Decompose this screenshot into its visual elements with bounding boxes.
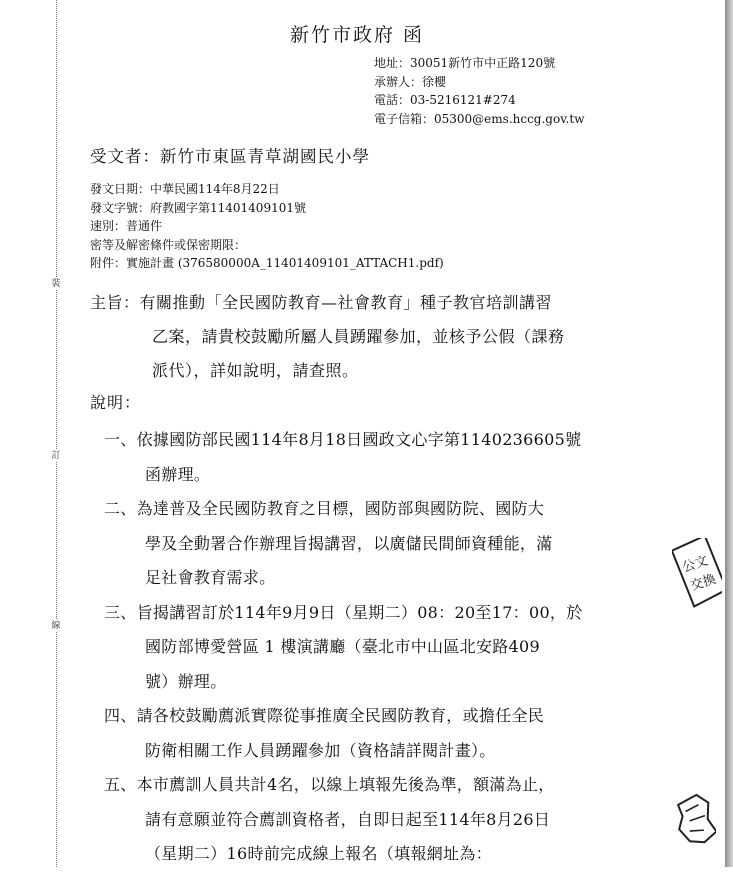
- binding-mark-middle: 訂: [51, 451, 61, 461]
- exchange-stamp-icon: [672, 538, 722, 608]
- item-line: 函辦理。: [145, 464, 211, 484]
- item-line: 請有意願並符合薦訓資格者，自即日起至114年8月26日: [145, 809, 551, 829]
- explanation-item: [104, 699, 664, 768]
- explanation-item: [104, 768, 664, 872]
- contact-address: 地址：30051新竹市中正路120號: [374, 56, 556, 70]
- binding-line: [56, 0, 57, 867]
- subject-line: 派代），詳如說明，請查照。: [152, 361, 359, 380]
- exchange-seal-icon: [672, 792, 716, 852]
- item-line: 足社會教育需求。: [145, 568, 276, 587]
- meta-date: 發文日期：中華民國114年8月22日: [90, 182, 280, 196]
- page-edge-shadow: [725, 0, 733, 867]
- meta-speed: 速別：普通件: [90, 219, 163, 233]
- subject-line: 乙案，請貴校鼓勵所屬人員踴躍參加，並核予公假（課務: [152, 327, 565, 346]
- item-line: 一、依據國防部民國114年8月18日國政文心字第1140236605號: [104, 430, 582, 449]
- document-title: 新竹市政府 函: [290, 24, 425, 46]
- item-line: 四、請各校鼓勵薦派實際從事推廣全民國防教育，或擔任全民: [104, 706, 545, 725]
- item-line: 學及全動署合作辦理旨揭講習，以廣儲民間師資種能，滿: [145, 533, 553, 553]
- explanation-item: [104, 423, 664, 492]
- binding-mark-bottom: 線: [51, 621, 61, 631]
- item-line: （星期二）16時前完成線上報名（填報網址為：: [145, 844, 492, 863]
- contact-handler: 承辦人：徐櫻: [374, 74, 447, 89]
- meta-attachment: 附件：實施計畫 (376580000A_11401409101_ATTACH1.pdf): [90, 256, 444, 270]
- stamp-text-bottom: 交換: [688, 571, 719, 595]
- contact-phone: 電話：03-5216121#274: [374, 93, 516, 107]
- contact-email: 電子信箱：05300@ems.hccg.gov.tw: [374, 111, 585, 126]
- explanation-items: [104, 423, 664, 872]
- binding-mark-top: 裝: [51, 279, 61, 289]
- item-line: 號）辦理。: [145, 671, 227, 691]
- subject: [90, 286, 650, 388]
- item-line: 五、本市薦訓人員共計4名，以線上填報先後為準，額滿為止，: [104, 775, 555, 794]
- stamp-text-top: 公文: [680, 553, 711, 576]
- meta-doc-number: 發文字號：府教國字第11401409101號: [90, 200, 306, 215]
- recipient: 受文者：新竹市東區青草湖國民小學: [90, 147, 370, 166]
- explanation-item: [104, 596, 664, 700]
- meta-classification: 密等及解密條件或保密期限：: [90, 237, 247, 252]
- explanation-heading: 說明：: [90, 393, 142, 412]
- item-line: 二、為達普及全民國防教育之目標，國防部與國防院、國防大: [104, 499, 545, 518]
- subject-line: 主旨：有關推動「全民國防教育—社會教育」種子教官培訓講習: [90, 293, 553, 312]
- meta-block: [90, 180, 444, 273]
- explanation-item: [104, 492, 664, 596]
- item-line: 國防部博愛營區 1 樓演講廳（臺北市中山區北安路409: [145, 637, 540, 656]
- item-line: 三、旨揭講習訂於114年9月9日（星期二）08：20至17：00，於: [104, 602, 583, 622]
- item-line: 防衛相關工作人員踴躍參加（資格請詳閱計畫）。: [145, 740, 496, 760]
- contact-block: [374, 54, 584, 128]
